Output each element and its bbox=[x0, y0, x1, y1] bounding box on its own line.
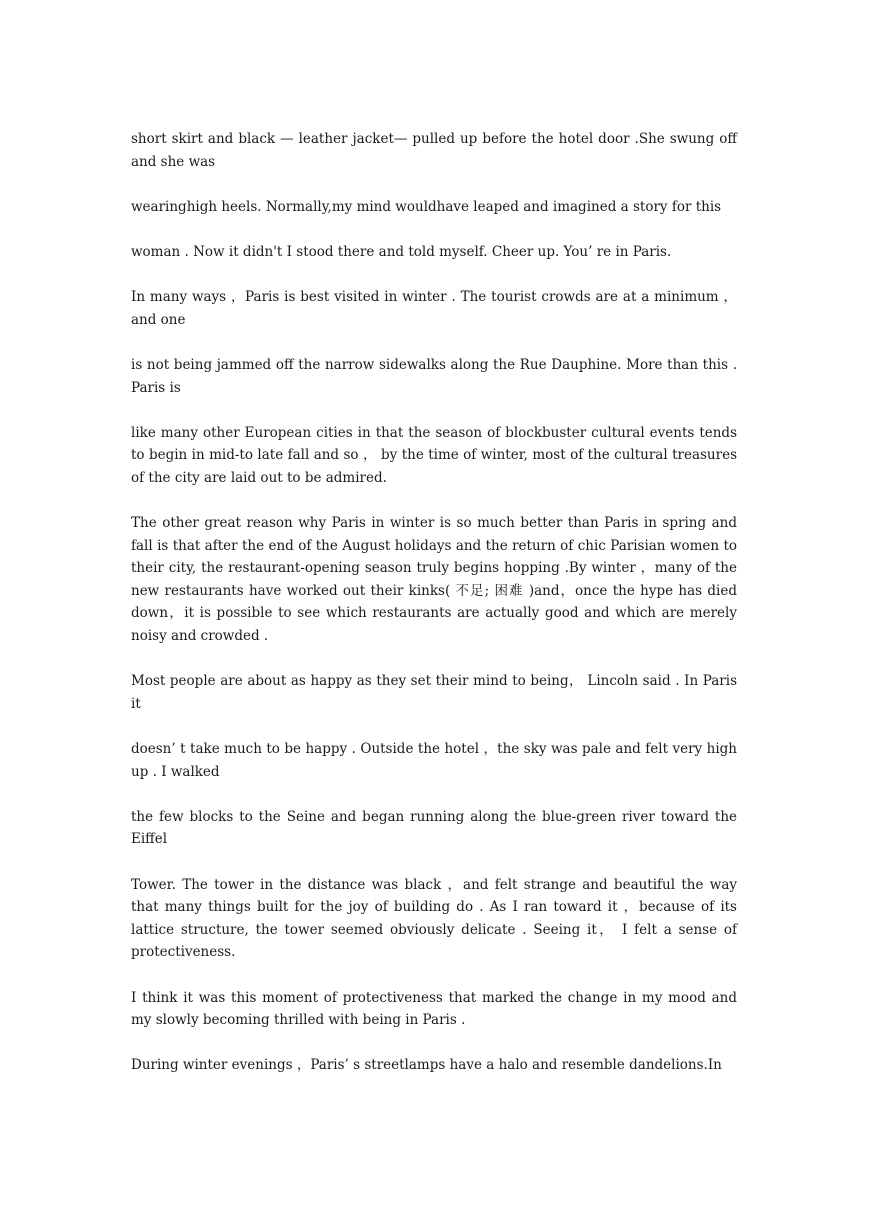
paragraph: woman . Now it didn't I stood there and told myself. Cheer up. You’ re in Paris. bbox=[131, 243, 672, 260]
paragraph: is not being jammed off the narrow sidewalks along the Rue Dauphine. More than this . Paris is bbox=[131, 356, 737, 396]
paragraph: doesn’ t take much to be happy . Outside the hotel ，the sky was pale and felt very high up . I walked bbox=[131, 741, 737, 780]
paragraph: short skirt and black — leather jacket— pulled up before the hotel door .She swung off and she was bbox=[131, 131, 737, 170]
paragraph: I think it was this moment of protectiveness that marked the change in my mood and my slowly becoming thrilled with being in Paris . bbox=[131, 989, 737, 1029]
paragraph: wearinghigh heels. Normally,my mind wouldhave leaped and imagined a story for this bbox=[131, 198, 722, 215]
paragraph: The other great reason why Paris in winter is so much better than Paris in spring and fall is that after the end of the August holidays and the return of chic Parisian women to their city, the restaurant-opening season truly begins hopping .By winter ，many of the new restaurants have worked out their kinks( 不足; 困难 )and，once the hype has died down，it is possible to see which restaurants are actually good and which are merely noisy and crowded . bbox=[131, 515, 737, 645]
paragraph: Tower. The tower in the distance was black ，and felt strange and beautiful the way that many things built for the joy of building do . As I ran toward it ，because of its lattice structure, the tower seemed obviously delicate . Seeing it， I felt a sense of protectiveness. bbox=[131, 876, 737, 961]
paragraph: the few blocks to the Seine and began running along the blue-green river toward the Eiffel bbox=[131, 808, 737, 848]
paragraph: like many other European cities in that the season of blockbuster cultural events tends to begin in mid-to late fall and so ， by the time of winter, most of the cultural treasures of the city are laid out to be admired. bbox=[131, 424, 737, 486]
paragraph: In many ways ，Paris is best visited in winter . The tourist crowds are at a minimum ，and one bbox=[131, 289, 737, 328]
paragraph: Most people are about as happy as they set their mind to being， Lincoln said . In Paris it bbox=[131, 673, 737, 712]
document-page bbox=[131, 128, 737, 1100]
paragraph: During winter evenings ，Paris’ s streetlamps have a halo and resemble dandelions.In bbox=[131, 1057, 722, 1074]
